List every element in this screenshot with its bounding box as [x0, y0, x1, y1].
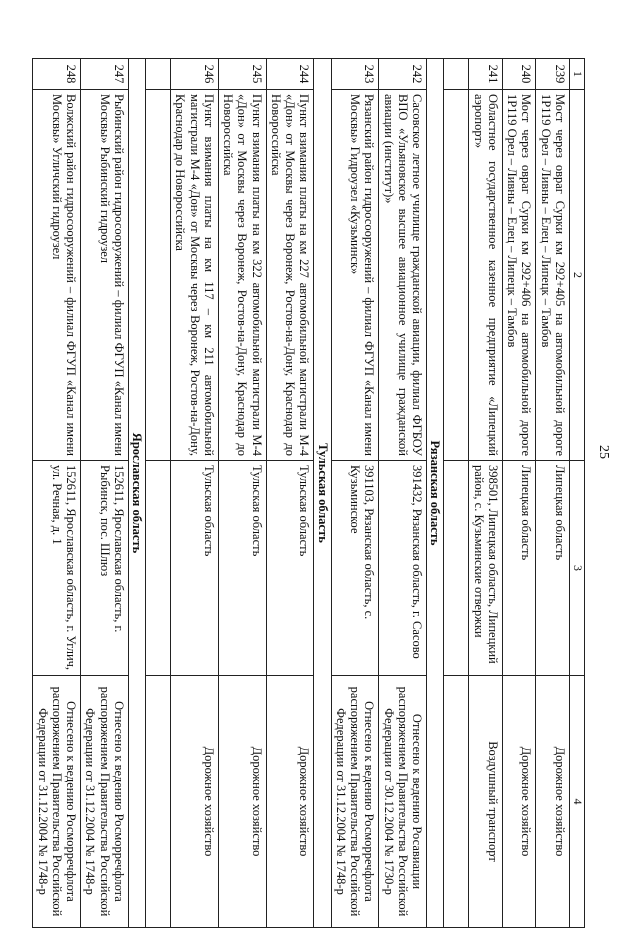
object-address: Липецкая область — [503, 461, 537, 676]
object-name: Волжский район гидросооружений – филиал ФГУП «Канал имени Москвы» Угличский гидроузел — [33, 90, 81, 461]
object-address: 391432, Рязанская область, г. Сасово — [379, 461, 427, 676]
region-row — [314, 59, 331, 928]
object-address: 391103, Рязанская область, с. Кузьминское — [331, 461, 379, 676]
empty-cell — [444, 59, 469, 90]
rotated-sheet — [35, 58, 585, 917]
table-row — [171, 59, 219, 928]
column-header-3: 3 — [570, 461, 585, 676]
object-name: Сасовское летное училище гражданской авиации, филиал ФГБОУ ВПО «Ульяновское высшее авиационное училище гражданской авиации (институт)» — [379, 90, 427, 461]
object-address: 152611, Ярославская область, г. Углич, ул. Речная, д. 1 — [33, 461, 81, 676]
row-number: 245 — [219, 59, 267, 90]
empty-row — [444, 59, 469, 928]
object-sector: Дорожное хозяйство — [219, 676, 267, 928]
object-address: 398501, Липецкая область, Липецкий район, с. Кузьминские отвержки — [469, 461, 503, 676]
region-heading: Тульская область — [314, 59, 331, 928]
register-table — [33, 58, 586, 928]
empty-cell — [444, 676, 469, 928]
empty-cell — [146, 59, 171, 90]
object-address: 152611, Ярославская область, г. Рыбинск, пос. Шлюз — [81, 461, 129, 676]
region-heading: Ярославская область — [129, 59, 146, 928]
object-sector: Отнесено к ведению Росморречфлота распоряжением Правительства Российской Федерации от 31.12.2004 № 1748-р — [81, 676, 129, 928]
empty-cell — [146, 461, 171, 676]
column-header-1: 1 — [570, 59, 585, 90]
object-name: Пункт взимания платы на км 227 автомобильной магистрали М-4 «Дон» от Москвы через Воронеж, Ростов-на-Дону, Краснодар до Новороссийска — [266, 90, 314, 461]
object-name: Пункт взимания платы на км 322 автомобильной магистрали М-4 «Дон» от Москвы через Воронеж, Ростов-на-Дону, Краснодар до Новороссийска — [219, 90, 267, 461]
table-row — [503, 59, 537, 928]
table-row — [81, 59, 129, 928]
empty-row — [146, 59, 171, 928]
table-row — [469, 59, 503, 928]
column-header-4: 4 — [570, 676, 585, 928]
row-number: 240 — [503, 59, 537, 90]
page-number: 25 — [596, 445, 611, 459]
object-address: Тульская область — [219, 461, 267, 676]
table-row — [379, 59, 427, 928]
object-sector: Воздушный транспорт — [469, 676, 503, 928]
object-address: Липецкая область — [536, 461, 570, 676]
object-sector: Дорожное хозяйство — [536, 676, 570, 928]
object-name: Мост через овраг Сурки км 292+405 на автомобильной дороге 1Р119 Орел – Ливны – Елец – Липецк – Тамбов — [536, 90, 570, 461]
row-number: 243 — [331, 59, 379, 90]
row-number: 239 — [536, 59, 570, 90]
object-sector: Отнесено к ведению Росморречфлота распоряжением Правительства Российской Федерации от 31.12.2004 № 1748-р — [33, 676, 81, 928]
object-sector: Отнесено к ведению Росморречфлота распоряжением Правительства Российской Федерации от 31.12.2004 № 1748-р — [331, 676, 379, 928]
row-number: 248 — [33, 59, 81, 90]
object-name: Мост через овраг Сурки км 292+406 на автомобильной дороге 1Р119 Орел – Ливны – Елец – Липецк – Тамбов — [503, 90, 537, 461]
empty-cell — [444, 461, 469, 676]
row-number: 241 — [469, 59, 503, 90]
column-header-row — [570, 59, 585, 928]
object-name: Пункт взимания платы на км 117 – км 211 автомобильной магистрали М-4 «Дон» от Москвы через Воронеж, Ростов-на-Дону, Краснодар до Новороссийска — [171, 90, 219, 461]
table-row — [33, 59, 81, 928]
table-row — [331, 59, 379, 928]
table-row — [536, 59, 570, 928]
object-address: Тульская область — [171, 461, 219, 676]
object-address: Тульская область — [266, 461, 314, 676]
object-name: Областное государственное казенное предприятие «Липецкий аэропорт» — [469, 90, 503, 461]
table-row — [266, 59, 314, 928]
object-sector: Дорожное хозяйство — [171, 676, 219, 928]
region-row — [427, 59, 444, 928]
table-row — [219, 59, 267, 928]
empty-cell — [146, 676, 171, 928]
object-sector: Отнесено к ведению Росавиации распоряжением Правительства Российской Федерации от 30.12.2004 № 1730-р — [379, 676, 427, 928]
row-number: 244 — [266, 59, 314, 90]
object-name: Рязанский район гидросооружений – филиал ФГУП «Канал имени Москвы» Гидроузел «Кузьминск» — [331, 90, 379, 461]
row-number: 246 — [171, 59, 219, 90]
column-header-2: 2 — [570, 90, 585, 461]
row-number: 247 — [81, 59, 129, 90]
empty-cell — [444, 90, 469, 461]
object-sector: Дорожное хозяйство — [266, 676, 314, 928]
region-row — [129, 59, 146, 928]
empty-cell — [146, 90, 171, 461]
object-name: Рыбинский район гидросооружений – филиал ФГУП «Канал имени Москвы» Рыбинский гидроузел — [81, 90, 129, 461]
object-sector: Дорожное хозяйство — [503, 676, 537, 928]
region-heading: Рязанская область — [427, 59, 444, 928]
row-number: 242 — [379, 59, 427, 90]
